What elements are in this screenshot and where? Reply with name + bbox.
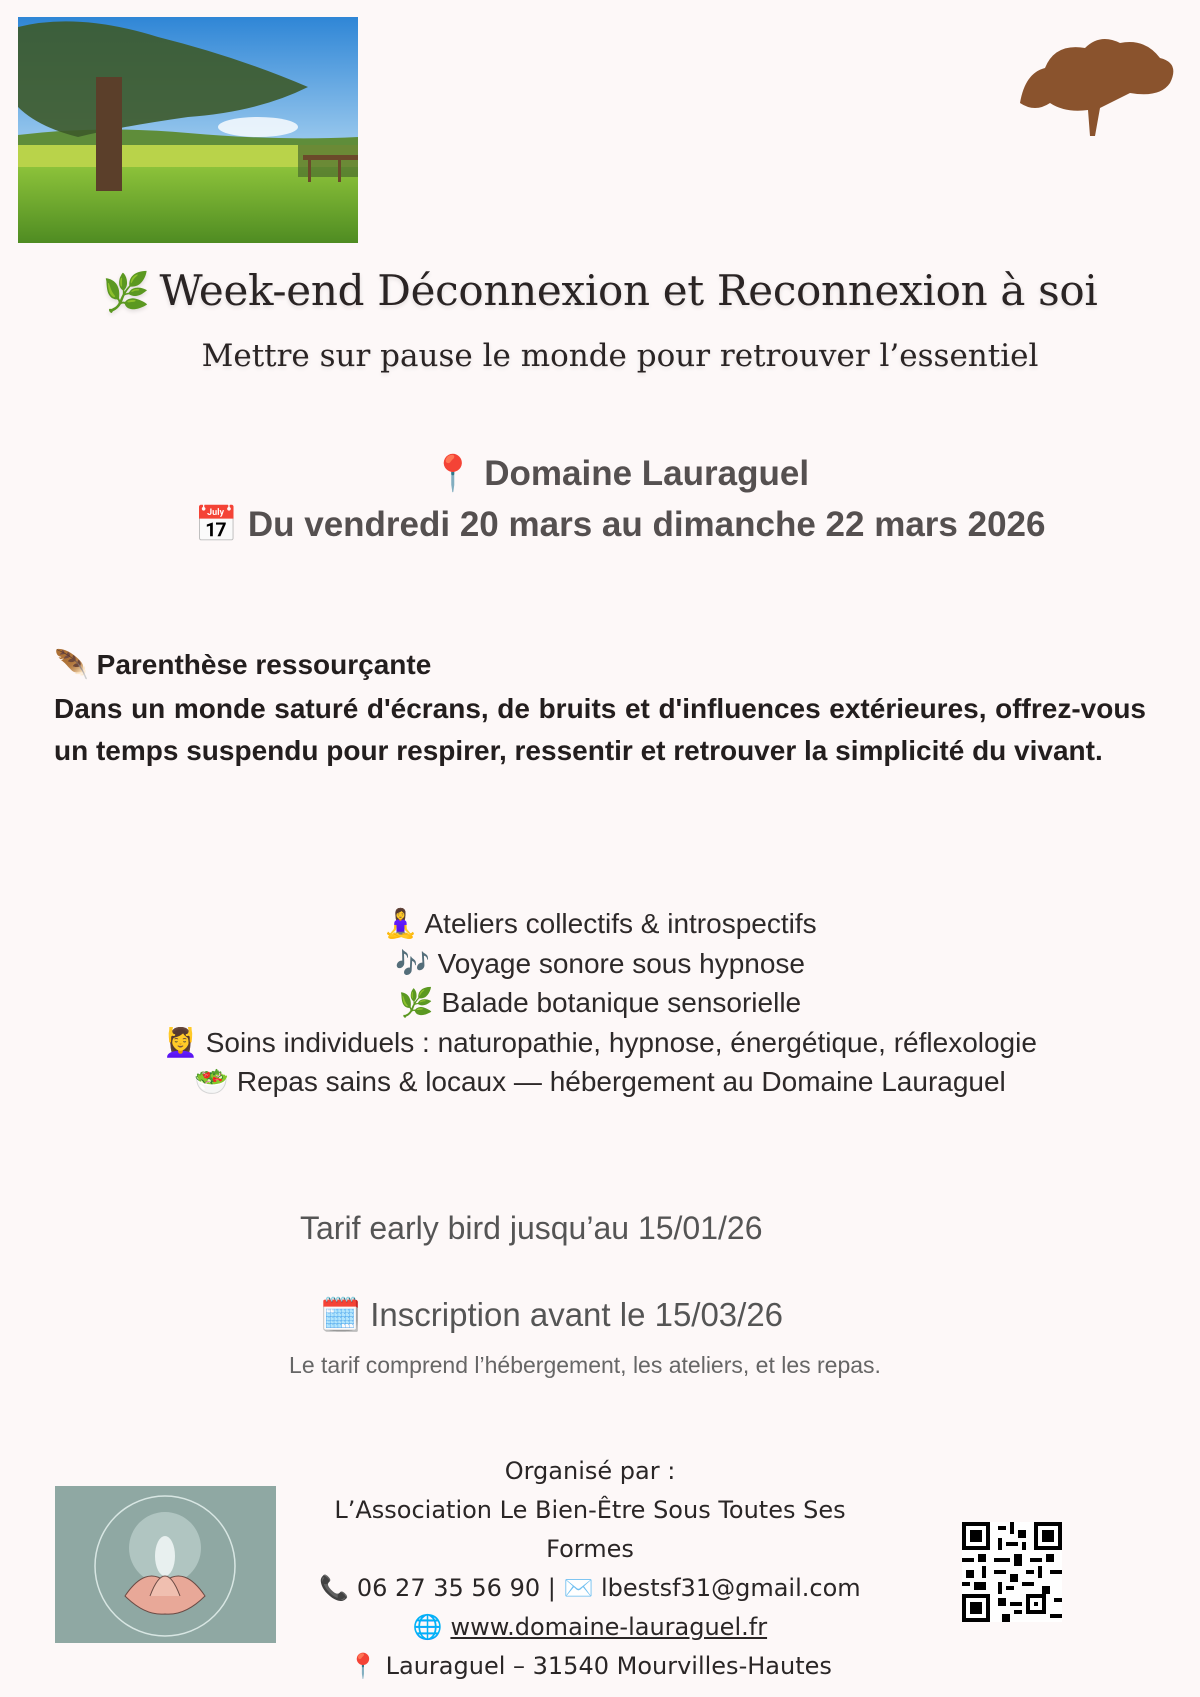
organizer-label: Organisé par : [504, 1457, 676, 1485]
address-line [290, 1647, 890, 1686]
salad-bowl-icon: 🥗 [194, 1065, 230, 1098]
feather-icon: 🪶 [54, 648, 89, 681]
page-title [0, 266, 1200, 315]
list-item [0, 1023, 1200, 1063]
registration-text: Inscription avant le 15/03/26 [370, 1296, 784, 1333]
qr-code[interactable] [962, 1522, 1062, 1622]
page-subtitle: Mettre sur pause le monde pour retrouver l’essentiel [201, 338, 1039, 374]
dates-text: Du vendredi 20 mars au dimanche 22 mars 2026 [247, 505, 1046, 544]
intro-heading [54, 648, 431, 681]
intro-heading-text: Parenthèse ressourçante [96, 649, 432, 680]
music-notes-icon: 🎶 [394, 946, 430, 980]
organizer-name: L’Association Le Bien-Être Sous Toutes Ses Formes [334, 1496, 846, 1563]
pin-icon: 📍 [430, 454, 475, 494]
email-link[interactable]: lbestsf31@gmail.com [601, 1574, 861, 1602]
herb-icon: 🌿 [102, 270, 150, 314]
phone-number[interactable]: 06 27 35 56 90 [356, 1574, 541, 1602]
phone-icon: 📞 [319, 1574, 350, 1602]
registration-deadline [320, 1295, 783, 1335]
title-text: Week-end Déconnexion et Reconnexion à soi [159, 266, 1098, 315]
separator: | [547, 1574, 556, 1602]
feature-text: Balade botanique sensorielle [441, 987, 802, 1018]
early-bird-price: Tarif early bird jusqu’au 15/01/26 [300, 1210, 763, 1246]
list-item [0, 983, 1200, 1023]
website-line [290, 1608, 890, 1647]
envelope-icon: ✉️ [563, 1574, 594, 1602]
contact-line [290, 1569, 890, 1608]
tree-logo-icon [1010, 18, 1180, 138]
list-item [0, 944, 1200, 984]
pricing-note: Le tarif comprend l’hébergement, les ateliers, et les repas. [289, 1352, 881, 1378]
massage-icon: 💆‍♀️ [163, 1025, 198, 1059]
event-location [0, 453, 1200, 494]
website-link[interactable]: www.domaine-lauraguel.fr [450, 1613, 768, 1641]
herb-icon: 🌿 [398, 986, 434, 1019]
feature-text: Repas sains & locaux — hébergement au Domaine Lauraguel [236, 1066, 1006, 1097]
calendar-icon: 📅 [194, 505, 239, 545]
location-text: Domaine Lauraguel [484, 454, 810, 493]
list-item [0, 1062, 1200, 1102]
intro-body: Dans un monde saturé d'écrans, de bruits et d'influences extérieures, offrez-vous un temps suspendu pour respirer, ressentir et retrouver la simplicité du vivant. [54, 693, 1146, 766]
association-logo [55, 1486, 276, 1643]
features-list [0, 904, 1200, 1102]
list-item [0, 904, 1200, 944]
hero-landscape-photo [18, 17, 358, 243]
feature-text: Soins individuels : naturopathie, hypnose, énergétique, réflexologie [205, 1026, 1037, 1058]
pin-icon: 📍 [348, 1652, 378, 1680]
feature-text: Ateliers collectifs & introspectifs [424, 908, 817, 939]
organizer-info [290, 1452, 890, 1686]
feature-text: Voyage sonore sous hypnose [437, 947, 806, 979]
meditation-icon: 🧘‍♀️ [383, 907, 419, 940]
globe-icon: 🌐 [412, 1613, 443, 1641]
event-dates [0, 504, 1200, 545]
calendar-spiral-icon: 🗓️ [320, 1295, 362, 1334]
address-text: Lauraguel – 31540 Mourvilles-Hautes [385, 1652, 832, 1680]
